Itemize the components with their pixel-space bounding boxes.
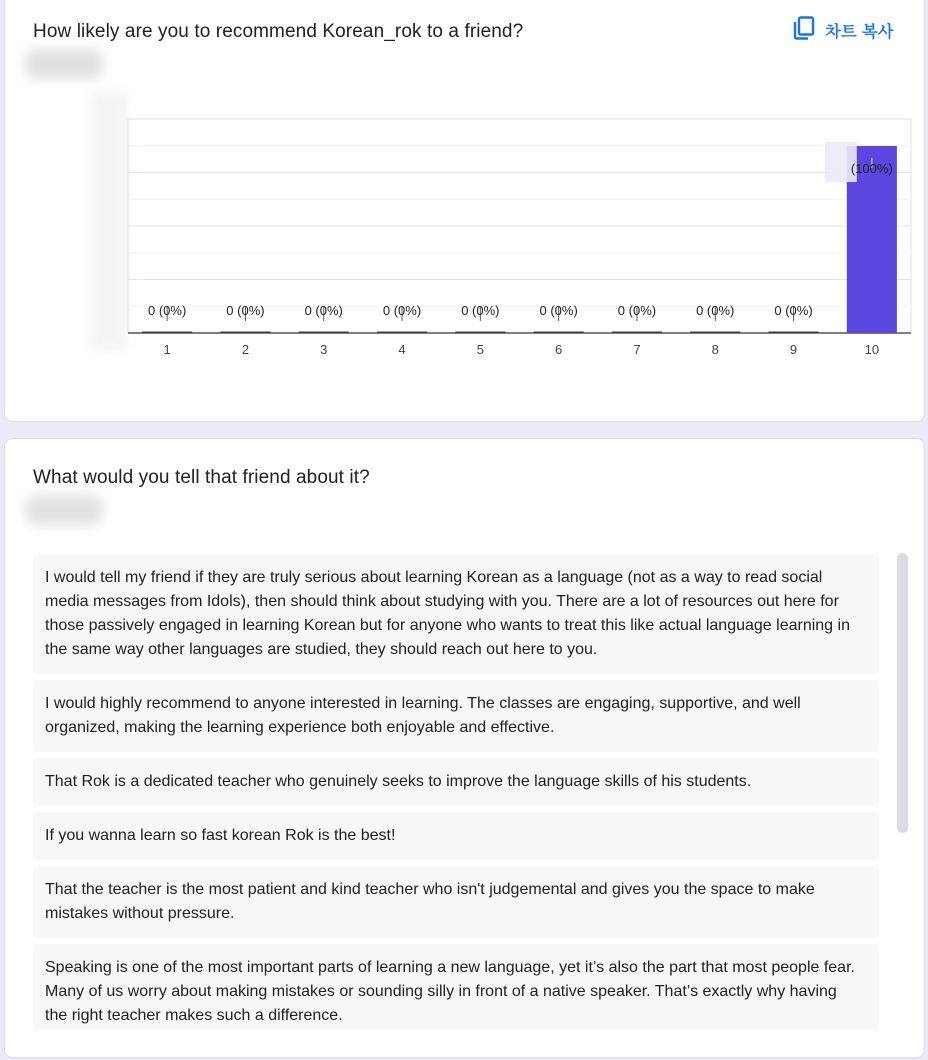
data-label-6: 0 (0%) (539, 303, 578, 318)
scrollbar[interactable] (897, 553, 908, 833)
data-label-3: 0 (0%) (304, 303, 343, 318)
data-label-2: 0 (0%) (226, 303, 265, 318)
data-label-7: 0 (0%) (617, 303, 657, 318)
x-tick-label-8: 8 (711, 342, 719, 357)
response-item: I would highly recommend to anyone interested in learning. The classes are engaging, supportive, and well organized, making the learning experience both enjoyable and effective. (33, 680, 879, 752)
x-tick-label-10: 10 (864, 342, 880, 357)
data-label-8: 0 (0%) (696, 303, 735, 318)
data-label-10: (100%) (850, 161, 893, 176)
x-tick-label-1: 1 (163, 342, 171, 357)
y-axis-labels-blurred (90, 91, 128, 351)
response-item: That the teacher is the most patient and kind teacher who isn't judgemental and gives you the space to make mistakes without pressure. (33, 866, 879, 938)
data-label-1: 0 (0%) (148, 303, 187, 318)
x-tick-label-4: 4 (398, 342, 406, 357)
x-tick-label-7: 7 (633, 342, 641, 357)
response-item: If you wanna learn so fast korean Rok is the best! (33, 812, 879, 860)
response-item: That Rok is a dedicated teacher who genuinely seeks to improve the language skills of his students. (33, 758, 879, 806)
response-item: I would tell my friend if they are truly serious about learning Korean as a language (not as a way to read social media messages from Idols), then should think about studying with you. There are a lot of resources out here for those passively engaged in learning Korean but for anyone who wants to treat this like actual language learning in the same way other languages are studied, they should reach out here to you. (33, 554, 879, 674)
data-label-4: 0 (0%) (382, 303, 422, 318)
x-tick-label-9: 9 (789, 342, 798, 357)
x-tick-label-6: 6 (555, 342, 563, 357)
question-title: How likely are you to recommend Korean_rok to a friend? (33, 21, 524, 42)
data-label-9: 0 (0%) (774, 303, 813, 318)
data-label-5: 0 (0%) (461, 303, 500, 318)
question-title: What would you tell that friend about it? (33, 467, 370, 488)
response-count-blurred (25, 495, 103, 525)
response-list[interactable] (33, 554, 879, 1030)
chart-card (4, 0, 925, 422)
bar-chart (5, 0, 926, 423)
x-tick-label-3: 3 (320, 342, 328, 357)
copy-chart-label: 차트 복사 (825, 24, 894, 41)
response-item: Speaking is one of the most important parts of learning a new language, yet it’s also the part that most people fear. Many of us worry about making mistakes or sounding silly in front of a native speaker. That’s exactly why having the right teacher makes such a difference. (33, 944, 879, 1030)
text-responses-card (4, 438, 925, 1058)
x-tick-label-2: 2 (241, 342, 250, 357)
x-tick-label-5: 5 (476, 342, 484, 357)
